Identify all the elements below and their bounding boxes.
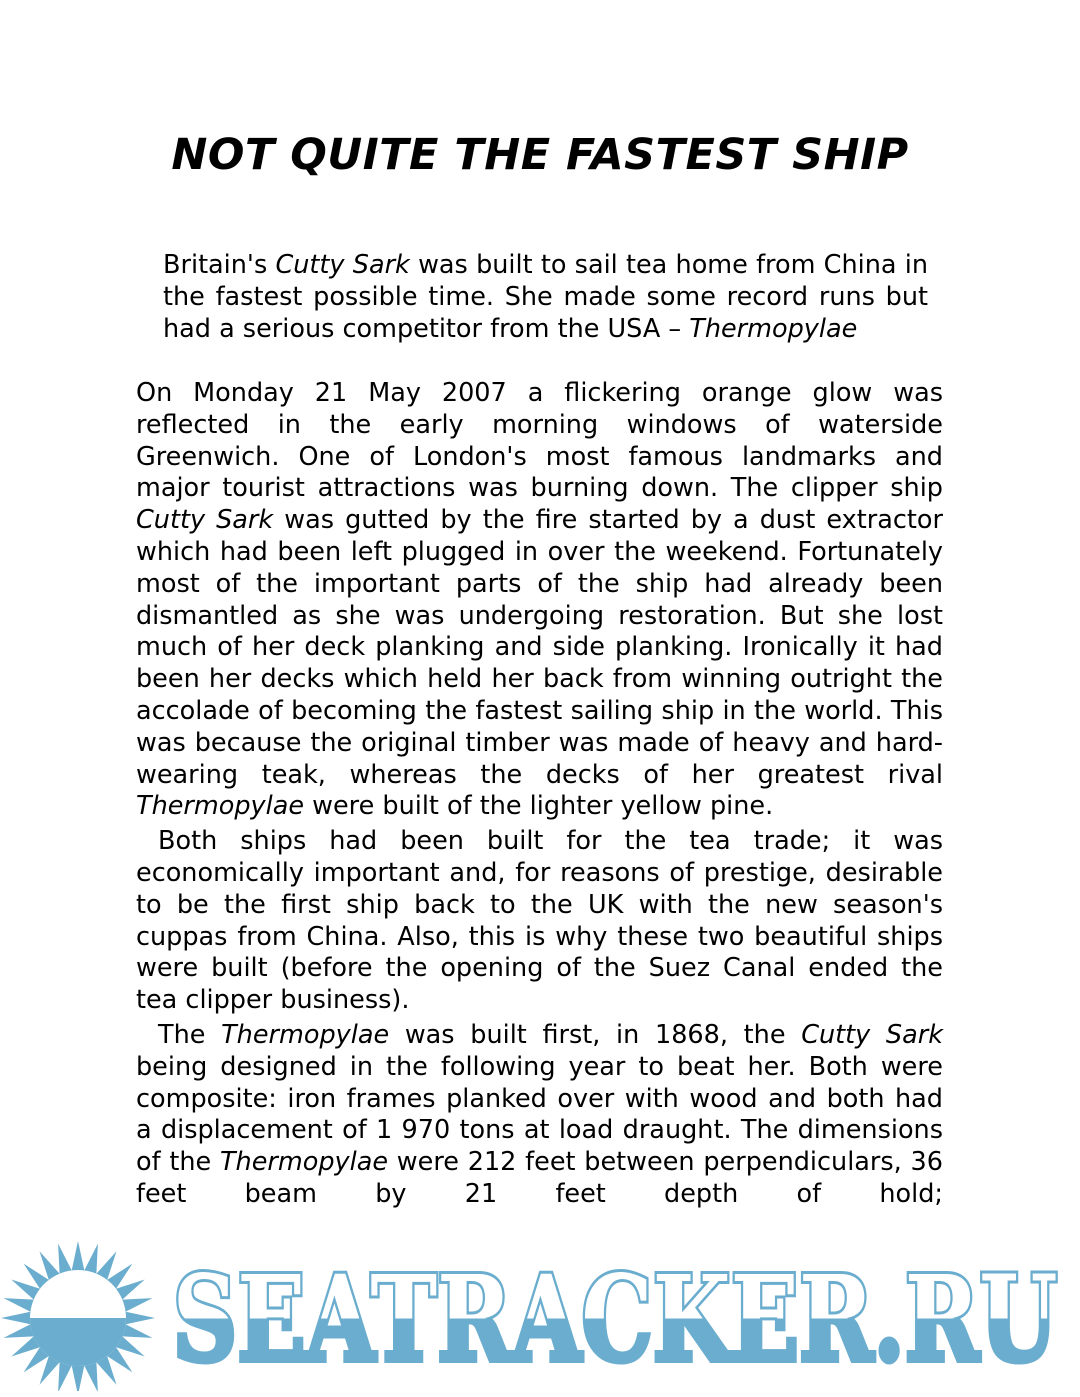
lead-ship-name-1: Cutty Sark bbox=[275, 250, 410, 280]
p3-text-1: The bbox=[158, 1019, 222, 1050]
p3-text-4: were 212 feet between perpendiculars, 36 feet beam by 21 feet depth of hold; bbox=[136, 1147, 943, 1209]
lead-text-2: was built to sail tea home from China in the fastest possible time. She made some record runs but had a serious competitor from the USA – bbox=[163, 250, 928, 344]
seatracker-wordmark bbox=[170, 1250, 1070, 1380]
article-lead bbox=[163, 249, 928, 345]
lead-text-1: Britain's bbox=[163, 250, 276, 280]
p3-text-3: being designed in the following year to beat her. Both were composite: iron frames planked over with wood and both had a displacement of 1 970 tons at load draught. The dimensions of the bbox=[136, 1051, 943, 1178]
p3-ship-name-3: Thermopylae bbox=[219, 1147, 389, 1178]
paragraph-1 bbox=[136, 378, 943, 823]
article-title: NOT QUITE THE FASTEST SHIP bbox=[171, 130, 909, 180]
watermark-footer bbox=[0, 1236, 1080, 1397]
p3-ship-name-2: Cutty Sark bbox=[801, 1019, 943, 1050]
sun-logo-icon bbox=[0, 1241, 160, 1391]
p1-text-2: was gutted by the fire started by a dust extractor which had been left plugged in over the weekend. Fortunately most of the important parts of the ship had already been dismantled as she was undergoing restoration. But she lost much of her deck planking and side planking. Ironically it had been her decks which held her back from winning outright the accolade of becoming the fastest sailing ship in the world. This was because the original timber was made of heavy and hard-wearing teak, whereas the decks of her greatest rival bbox=[136, 505, 943, 790]
p1-ship-name-2: Thermopylae bbox=[136, 791, 305, 822]
p1-ship-name-1: Cutty Sark bbox=[136, 505, 274, 536]
p1-text-1: On Monday 21 May 2007 a flickering orange glow was reflected in the early morning windows of waterside Greenwich. One of London's most famous landmarks and major tourist attractions was burning down. The clipper ship bbox=[136, 378, 943, 504]
p1-text-3: were built of the lighter yellow pine. bbox=[304, 791, 774, 822]
brand-text: SEATRACKER.RU bbox=[172, 1250, 1058, 1380]
article-body bbox=[136, 378, 943, 1214]
p3-ship-name-1: Thermopylae bbox=[221, 1019, 390, 1050]
lead-ship-name-2: Thermopylae bbox=[689, 314, 858, 344]
p3-text-2: was built first, in 1868, the bbox=[389, 1019, 802, 1050]
paragraph-2: Both ships had been built for the tea trade; it was economically important and, for reasons of prestige, desirable to be the first ship back to the UK with the new season's cuppas from China. Also, this is why these two beautiful ships were built (before the opening of the Suez Canal ended the tea clipper business). bbox=[136, 826, 943, 1016]
paragraph-3 bbox=[136, 1020, 943, 1211]
